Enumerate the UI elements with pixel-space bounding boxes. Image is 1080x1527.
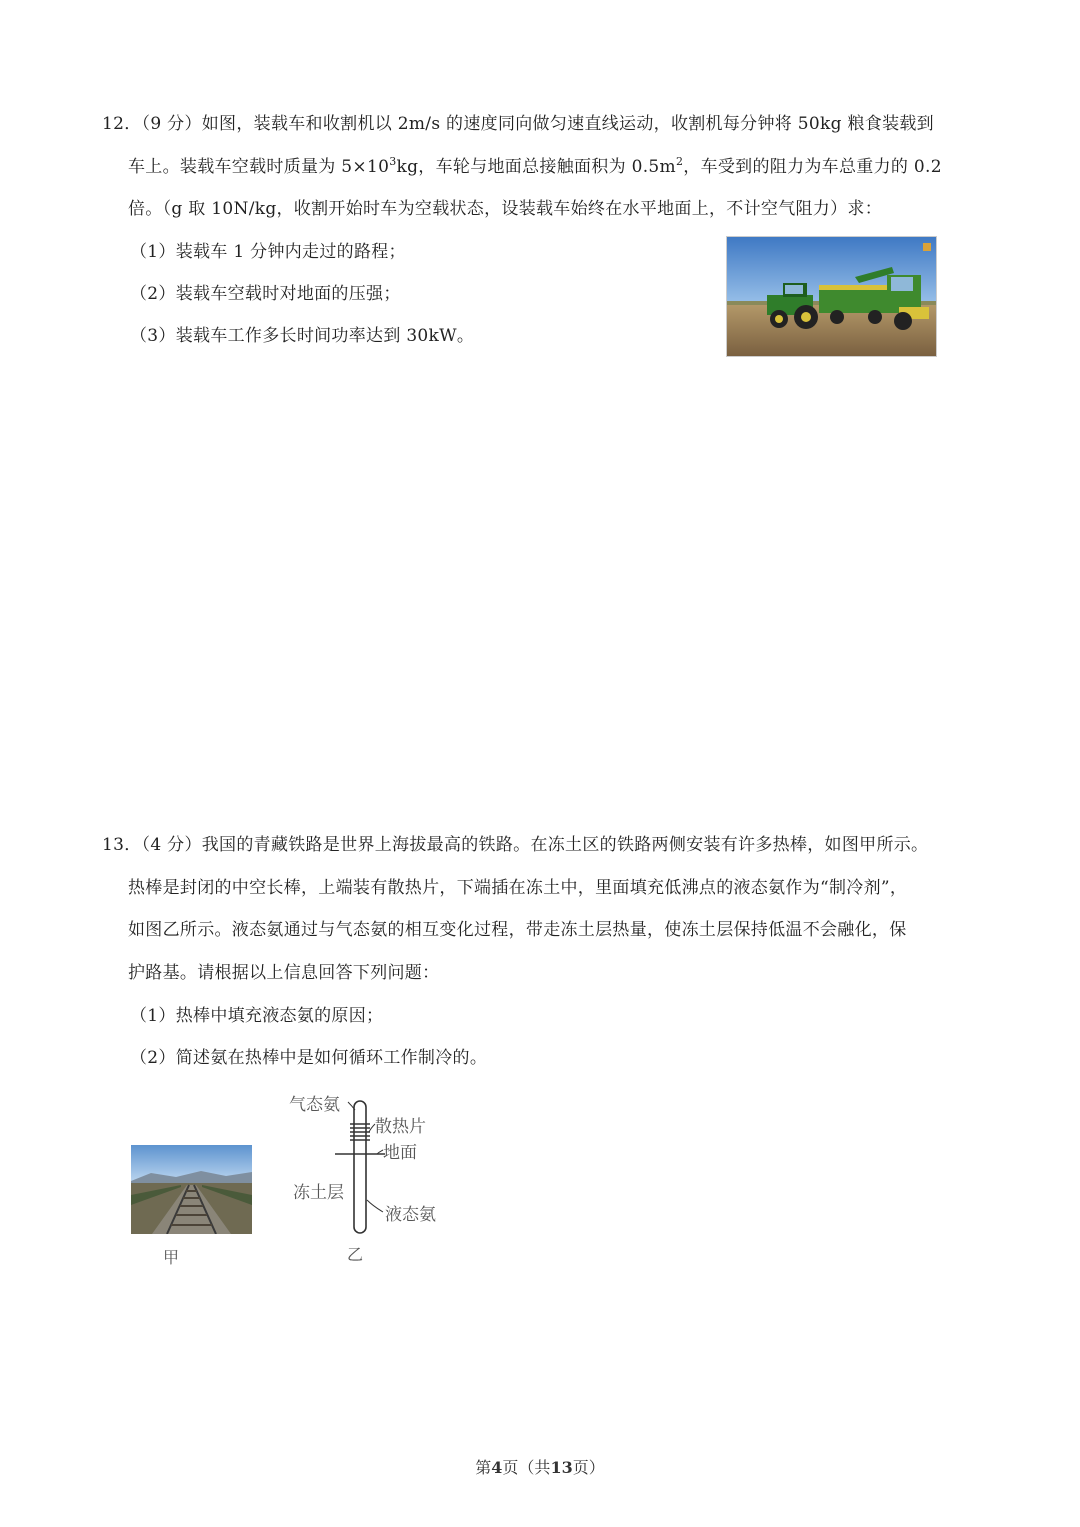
footer-total-pages: 13: [550, 1458, 573, 1477]
harvester-photo: [726, 236, 937, 357]
label-permafrost: 冻土层: [293, 1183, 344, 1203]
caption-jia: 甲: [163, 1248, 180, 1267]
q12-line-2: [128, 156, 942, 178]
footer-suffix: 页）: [572, 1458, 605, 1477]
caption-yi: 乙: [347, 1245, 364, 1264]
q12-line-3: 倍。（g 取 10N/kg，收割开始时车为空载状态，设装载车始终在水平地面上，不计空气阻力）求：: [128, 199, 883, 219]
q12-line-1: 12．（9 分）如图，装载车和收割机以 2m/s 的速度同向做匀速直线运动，收割机每分钟将 50kg 粮食装载到: [102, 114, 934, 134]
q13-line-3: 如图乙所示。液态氨通过与气态氨的相互变化过程，带走冻土层热量，使冻土层保持低温不会融化，保: [128, 920, 907, 940]
q12-sub-3: （3）装载车工作多长时间功率达到 30kW。: [130, 326, 475, 346]
q12-line-2b: kg，车轮与地面总接触面积为 0.5m: [396, 157, 676, 177]
label-fins: 散热片: [375, 1117, 426, 1137]
footer-mid: 页（共: [502, 1458, 551, 1477]
footer-page-number: 4: [491, 1458, 503, 1477]
q12-sub-1: （1）装载车 1 分钟内走过的路程；: [130, 242, 406, 262]
q12-exponent-3: 3: [389, 155, 397, 168]
q13-line-4: 护路基。请根据以上信息回答下列问题：: [128, 963, 440, 983]
q12-line-2c: ，车受到的阻力为车总重力的 0.2: [683, 157, 942, 177]
label-liquid-ammonia: 液态氨: [385, 1205, 436, 1225]
page-footer: [0, 1455, 1080, 1478]
q12-exponent-2: 2: [675, 155, 684, 168]
railway-photo: [131, 1145, 252, 1234]
q13-sub-1: （1）热棒中填充液态氨的原因；: [130, 1006, 384, 1026]
q12-sub-2: （2）装载车空载时对地面的压强；: [130, 284, 401, 304]
q12-line-2a: 车上。装载车空载时质量为 5×10: [128, 157, 390, 177]
q13-sub-2: （2）简述氨在热棒中是如何循环工作制冷的。: [130, 1048, 488, 1068]
q13-line-2: 热棒是封闭的中空长棒，上端装有散热片，下端插在冻土中，里面填充低沸点的液态氨作为“制冷剂”，: [128, 878, 908, 898]
q13-line-1: 13．（4 分）我国的青藏铁路是世界上海拔最高的铁路。在冻土区的铁路两侧安装有许多热棒，如图甲所示。: [102, 835, 929, 855]
heat-rod-diagram: [285, 1088, 455, 1238]
footer-prefix: 第: [475, 1458, 492, 1477]
label-gas-ammonia: 气态氨: [289, 1095, 340, 1115]
label-ground: 地面: [383, 1143, 417, 1163]
